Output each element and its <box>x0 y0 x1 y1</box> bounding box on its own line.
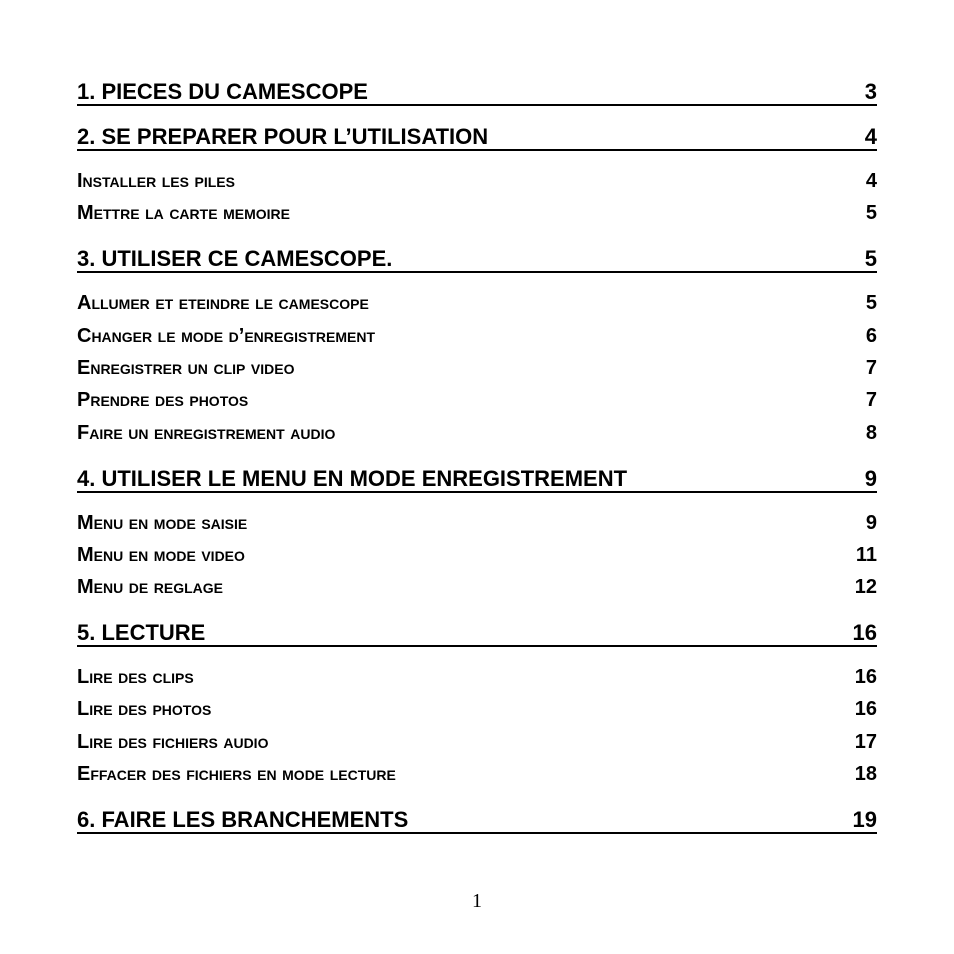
toc-entry-page: 16 <box>854 698 877 721</box>
toc-entry-title: Menu en mode saisie <box>77 511 248 534</box>
toc-section-entry[interactable] <box>77 170 877 192</box>
page-number: 1 <box>472 890 482 912</box>
toc-section-entry[interactable] <box>77 698 877 720</box>
toc-entry-page: 5 <box>865 202 877 225</box>
toc-entry-page: 4 <box>864 124 877 149</box>
toc-entry-title: Prendre des photos <box>77 389 249 412</box>
toc-section-entry[interactable] <box>77 763 877 785</box>
toc-entry-title: Lire des fichiers audio <box>77 730 269 753</box>
toc-section-entry[interactable] <box>77 357 877 379</box>
toc-chapter-entry[interactable] <box>77 80 877 106</box>
toc-entry-title: 4. UTILISER LE MENU EN MODE ENREGISTREMENT <box>77 465 628 491</box>
toc-section-entry[interactable] <box>77 325 877 347</box>
toc-entry-title: Effacer des fichiers en mode lecture <box>77 763 396 785</box>
toc-entry-page: 18 <box>854 763 877 785</box>
toc-entry-page: 3 <box>864 79 877 104</box>
toc-section-entry[interactable] <box>77 389 877 411</box>
toc-entry-page: 11 <box>855 543 877 566</box>
toc-chapter-entry[interactable] <box>77 621 877 647</box>
toc-entry-title: Menu de reglage <box>77 576 224 599</box>
toc-entry-title: Lire des photos <box>77 698 212 721</box>
toc-chapter-entry[interactable] <box>77 467 877 493</box>
toc-entry-title: 2. SE PREPARER POUR L’UTILISATION <box>77 124 489 149</box>
toc-section-entry[interactable] <box>77 422 877 444</box>
toc-entry-title: Enregistrer un clip video <box>77 356 295 379</box>
toc-section-entry[interactable] <box>77 731 877 753</box>
toc-entry-page: 4 <box>865 170 877 192</box>
toc-section-entry[interactable] <box>77 292 877 314</box>
toc-entry-title: 3. UTILISER CE CAMESCOPE. <box>77 246 393 272</box>
toc-entry-page: 9 <box>864 465 877 491</box>
toc-entry-title: 1. PIECES DU CAMESCOPE <box>77 79 368 104</box>
toc-entry-title: Allumer et eteindre le camescope <box>77 292 369 315</box>
toc-entry-title: Faire un enregistrement audio <box>77 421 336 444</box>
toc-entry-page: 7 <box>865 356 877 379</box>
toc-entry-page: 17 <box>854 730 877 753</box>
toc-section-entry[interactable] <box>77 202 877 224</box>
toc-section-entry[interactable] <box>77 544 877 566</box>
toc-entry-title: Mettre la carte memoire <box>77 202 290 225</box>
toc-entry-page: 5 <box>865 292 877 315</box>
toc-entry-page: 19 <box>852 807 877 832</box>
toc-entry-title: Changer le mode d’enregistrement <box>77 324 376 347</box>
toc-entry-title: Installer les piles <box>77 170 235 192</box>
toc-section-entry[interactable] <box>77 512 877 534</box>
toc-chapter-entry[interactable] <box>77 808 877 834</box>
toc-entry-page: 16 <box>854 666 877 689</box>
toc-entry-title: Lire des clips <box>77 666 194 689</box>
toc-entry-page: 8 <box>865 421 877 444</box>
toc-entry-title: 5. LECTURE <box>77 620 206 646</box>
toc-entry-page: 12 <box>854 576 877 599</box>
toc-section-entry[interactable] <box>77 666 877 688</box>
toc-entry-page: 5 <box>864 246 877 272</box>
toc-section-entry[interactable] <box>77 576 877 598</box>
toc-entry-page: 7 <box>865 389 877 412</box>
toc-entry-title: Menu en mode video <box>77 543 245 566</box>
toc-entry-page: 16 <box>852 620 877 646</box>
toc-entry-title: 6. FAIRE LES BRANCHEMENTS <box>77 807 409 832</box>
toc-chapter-entry[interactable] <box>77 125 877 151</box>
toc-entry-page: 9 <box>865 511 877 534</box>
toc-entry-page: 6 <box>865 324 877 347</box>
toc-chapter-entry[interactable] <box>77 247 877 273</box>
